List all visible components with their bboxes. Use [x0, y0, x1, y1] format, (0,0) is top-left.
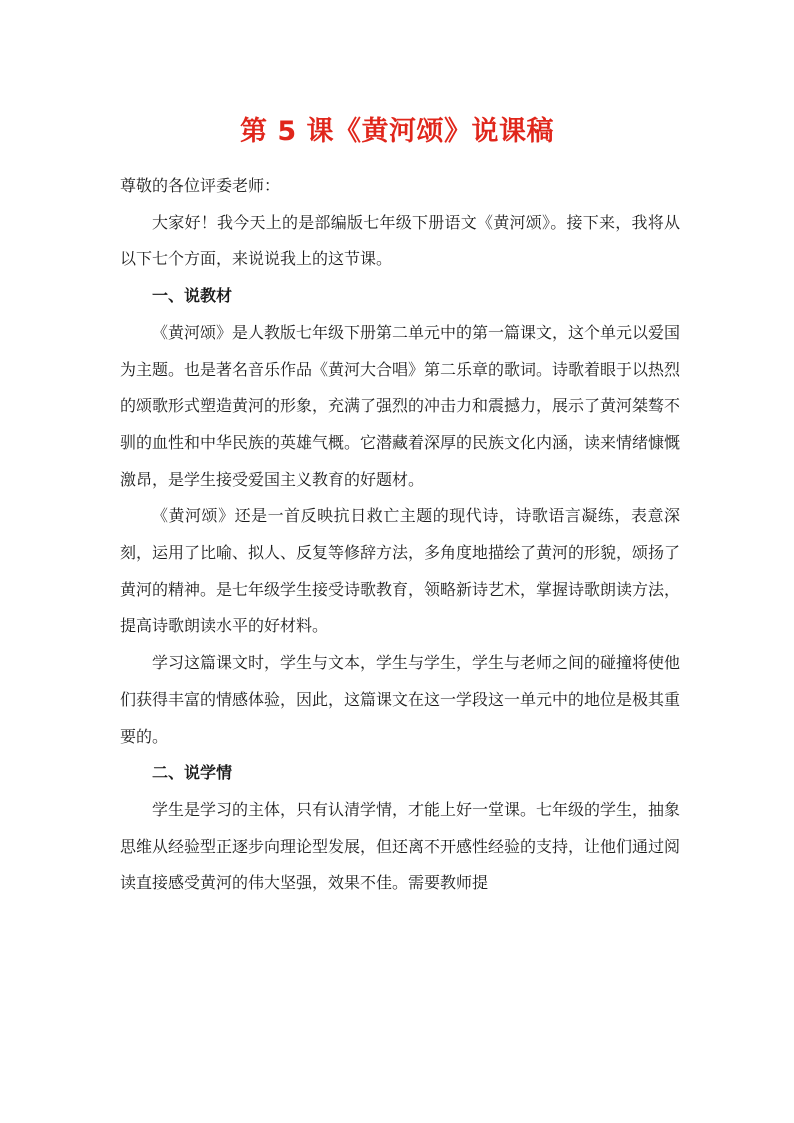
document-body	[120, 168, 680, 902]
textbook-paragraph-2: 《黄河颂》还是一首反映抗日救亡主题的现代诗，诗歌语言凝练，表意深刻，运用了比喻、拟人、反复等修辞方法，多角度地描绘了黄河的形貌，颂扬了黄河的精神。是七年级学生接受诗歌教育，领略新诗艺术，掌握诗歌朗读方法，提高诗歌朗读水平的好材料。	[120, 506, 681, 636]
salutation: 尊敬的各位评委老师：	[120, 176, 281, 195]
textbook-paragraph-1: 《黄河颂》是人教版七年级下册第二单元中的第一篇课文，这个单元以爱国为主题。也是著名音乐作品《黄河大合唱》第二乐章的歌词。诗歌着眼于以热烈的颂歌形式塑造黄河的形象，充满了强烈的冲击力和震撼力，展示了黄河桀骜不驯的血性和中华民族的英雄气概。它潜藏着深厚的民族文化内涵，读来情绪慷慨激昂，是学生接受爱国主义教育的好题材。	[120, 322, 681, 489]
learners-paragraph-1: 学生是学习的主体，只有认清学情，才能上好一堂课。七年级的学生，抽象思维从经验型正逐步向理论型发展，但还离不开感性经验的支持，让他们通过阅读直接感受黄河的伟大坚强，效果不佳。需要教师提	[120, 799, 681, 893]
section-heading-textbook: 一、说教材	[152, 286, 233, 306]
intro-paragraph: 大家好！我今天上的是部编版七年级下册语文《黄河颂》。接下来，我将从以下七个方面，来说说我上的这节课。	[120, 212, 680, 269]
document-title: 第 5 课《黄河颂》说课稿	[239, 116, 555, 147]
section-heading-learners: 二、说学情	[152, 763, 233, 783]
textbook-paragraph-3: 学习这篇课文时，学生与文本，学生与学生，学生与老师之间的碰撞将使他们获得丰富的情感体验，因此，这篇课文在这一学段这一单元中的地位是极其重要的。	[120, 653, 681, 746]
